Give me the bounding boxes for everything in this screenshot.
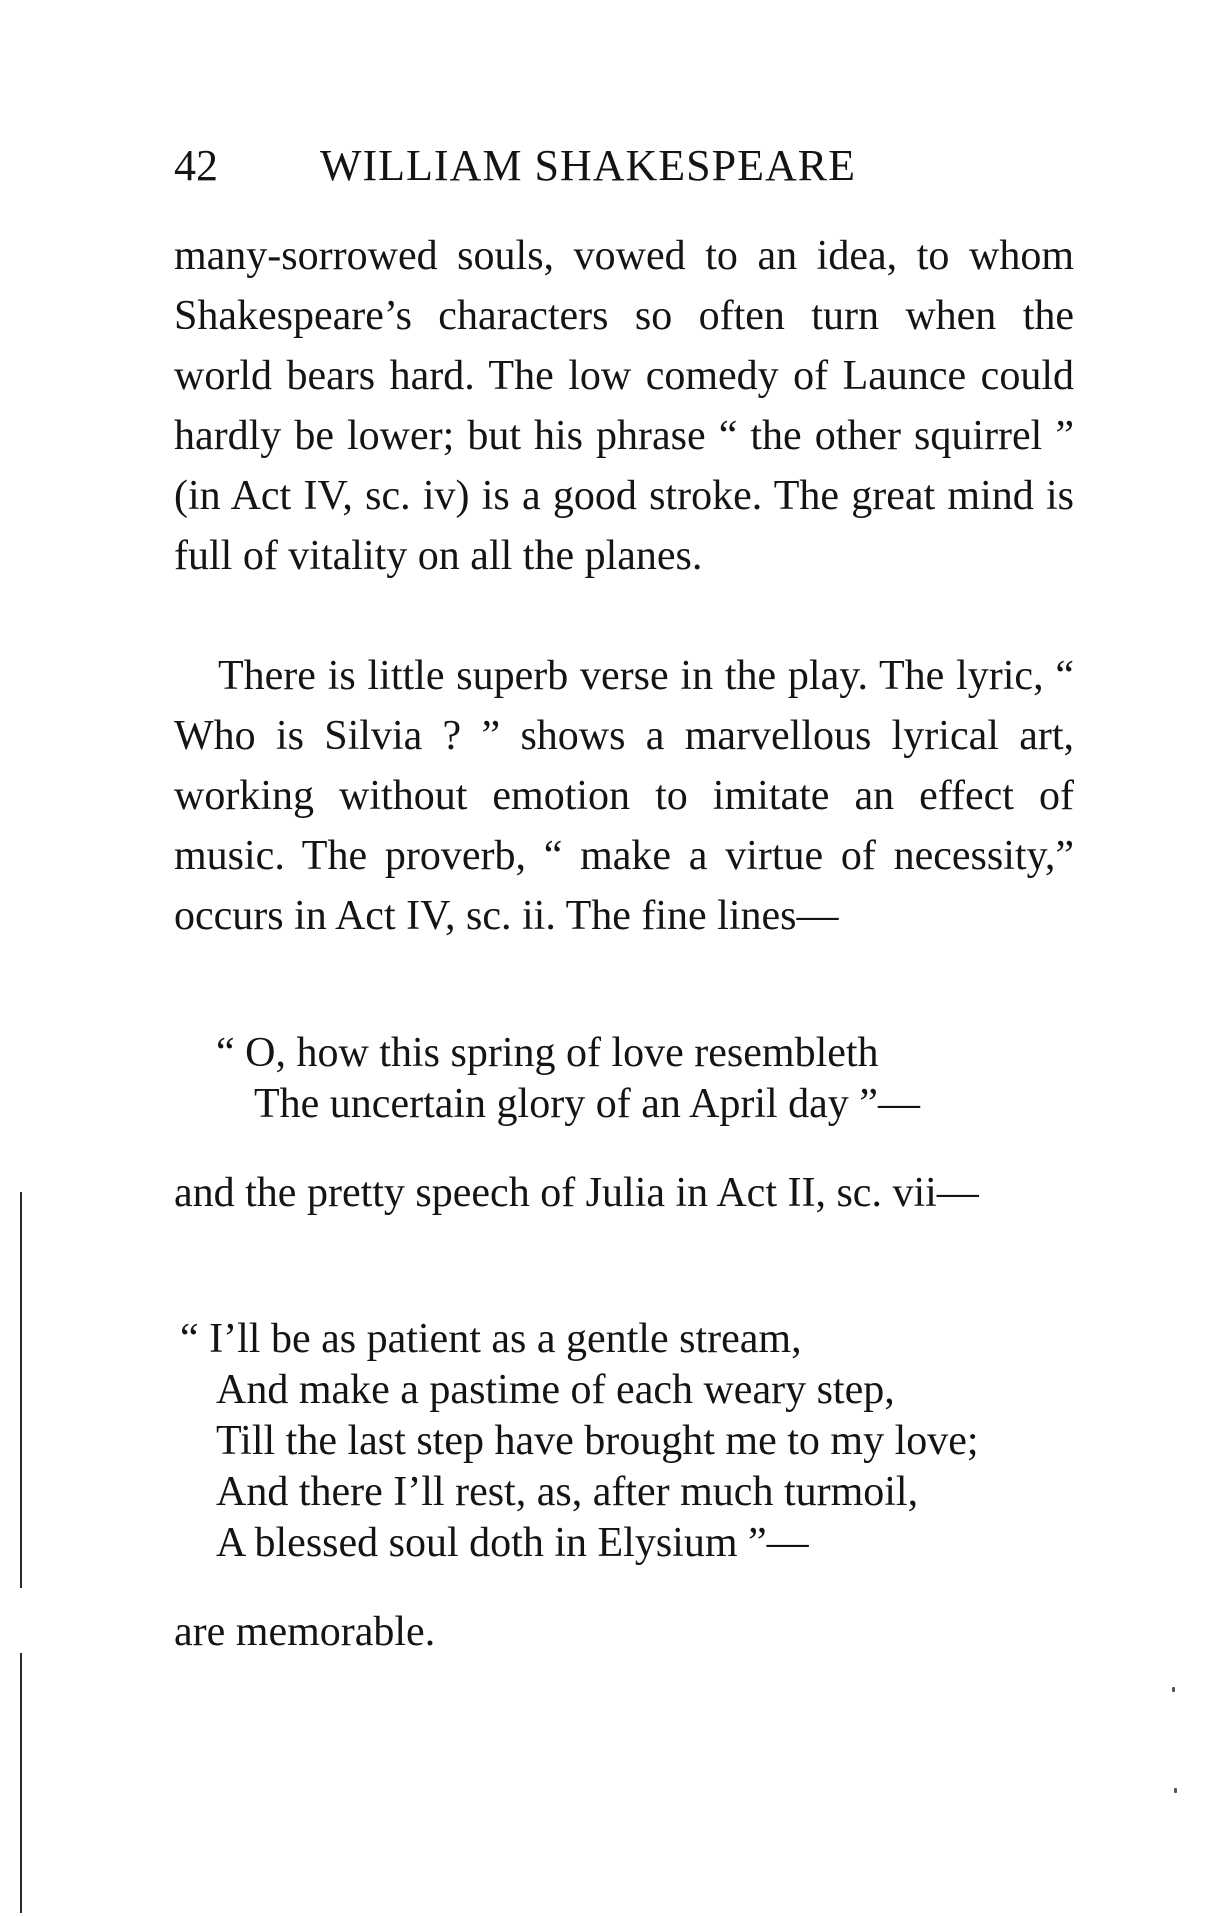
verse-line: And there I’ll rest, as, after much turmoil,	[216, 1469, 919, 1515]
paragraph-verse-commentary: There is little superb verse in the play. The lyric, “ Who is Silvia ? ” shows a marvellous lyrical art, working without emotion to imitate an effect of music. The proverb, “ make a virtue of necessity,” occurs in Act IV, sc. ii. The fine lines—	[174, 653, 1074, 939]
scan-speck	[1172, 1687, 1175, 1692]
page-number: 42	[174, 141, 218, 190]
paragraph-julia-speech: and the pretty speech of Julia in Act II, sc. vii—	[174, 1170, 979, 1216]
verse-quote-spring-of-love	[216, 1028, 920, 1130]
paragraph-closing: are memorable.	[174, 1609, 436, 1655]
verse-line: And make a pastime of each weary step,	[216, 1367, 895, 1413]
verse-line: The uncertain glory of an April day ”—	[254, 1081, 920, 1127]
verse-line: “ I’ll be as patient as a gentle stream,	[180, 1316, 802, 1362]
scan-edge-line	[20, 1192, 22, 1588]
verse-line: “ O, how this spring of love resembleth	[216, 1030, 879, 1076]
scan-speck	[1174, 1788, 1177, 1793]
verse-quote-julia	[180, 1314, 979, 1569]
running-head	[174, 138, 1074, 194]
verse-line: Till the last step have brought me to my love;	[216, 1418, 979, 1464]
scan-edge-line	[20, 1653, 22, 1913]
paragraph-continuation: many-sorrowed souls, vowed to an idea, to whom Shakespeare’s characters so often turn when the world bears hard. The low comedy of Launce could hardly be lower; but his phrase “ the other squirrel ” (in Act IV, sc. iv) is a good stroke. The great mind is full of vitality on all the planes.	[174, 233, 1074, 579]
running-title: WILLIAM SHAKESPEARE	[320, 141, 856, 190]
verse-line: A blessed soul doth in Elysium ”—	[216, 1520, 809, 1566]
